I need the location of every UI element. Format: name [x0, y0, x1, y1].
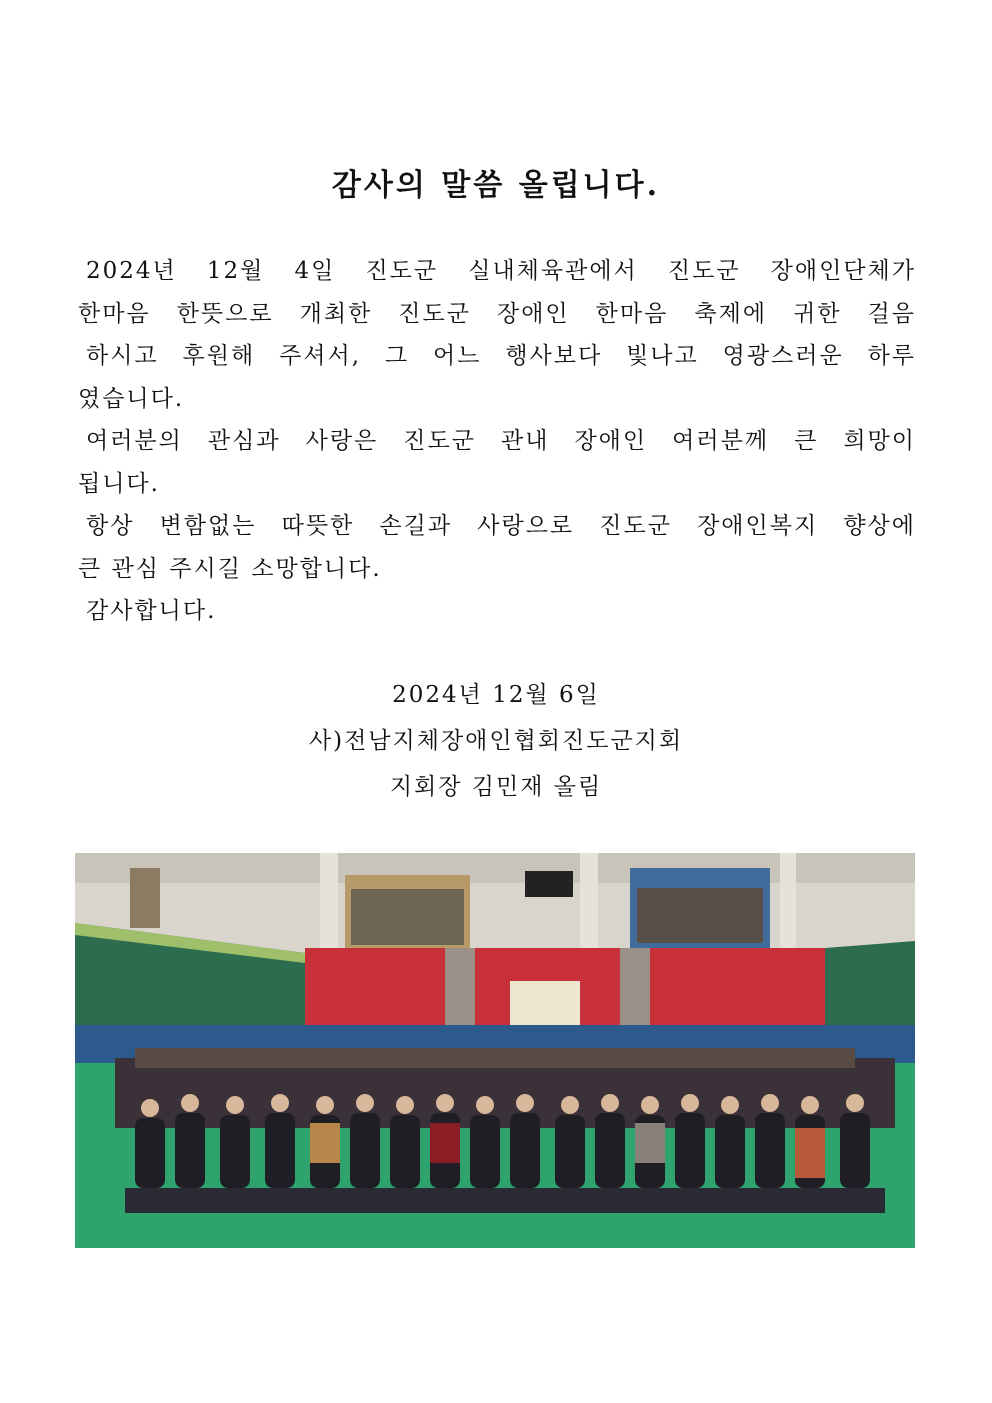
- paragraph-line: 였습니다.: [78, 385, 185, 412]
- paragraph-line: 여러분의 관심과 사랑은 진도군 관내 장애인 여러분께 큰 희망이: [86, 428, 916, 454]
- paragraph-line: 됩니다.: [78, 470, 160, 497]
- group-photo: [75, 853, 915, 1248]
- signature-block: [0, 672, 992, 810]
- paragraph-line: 하시고 후원해 주셔서, 그 어느 행사보다 빛나고 영광스러운 하루: [86, 343, 916, 369]
- paragraph-line: 감사합니다.: [86, 598, 217, 624]
- paragraph-line: 2024년 12월 4일 진도군 실내체육관에서 진도군 장애인단체가: [86, 258, 916, 284]
- signature-date: 2024년 12월 6일: [392, 682, 600, 708]
- signature-sender: 지회장 김민재 올림: [389, 774, 603, 800]
- paragraph-line: 한마음 한뜻으로 개최한 진도군 장애인 한마음 축제에 귀한 걸음: [78, 300, 916, 327]
- letter-body: [78, 250, 916, 633]
- paragraph-line: 큰 관심 주시길 소망합니다.: [78, 555, 382, 582]
- paragraph-line: 항상 변함없는 따뜻한 손길과 사랑으로 진도군 장애인복지 향상에: [86, 513, 916, 539]
- group-photo-illustration: [75, 853, 915, 1248]
- signature-organization: 사)전남지체장애인협회진도군지회: [308, 728, 684, 754]
- page-title: 감사의 말씀 올립니다.: [331, 168, 661, 203]
